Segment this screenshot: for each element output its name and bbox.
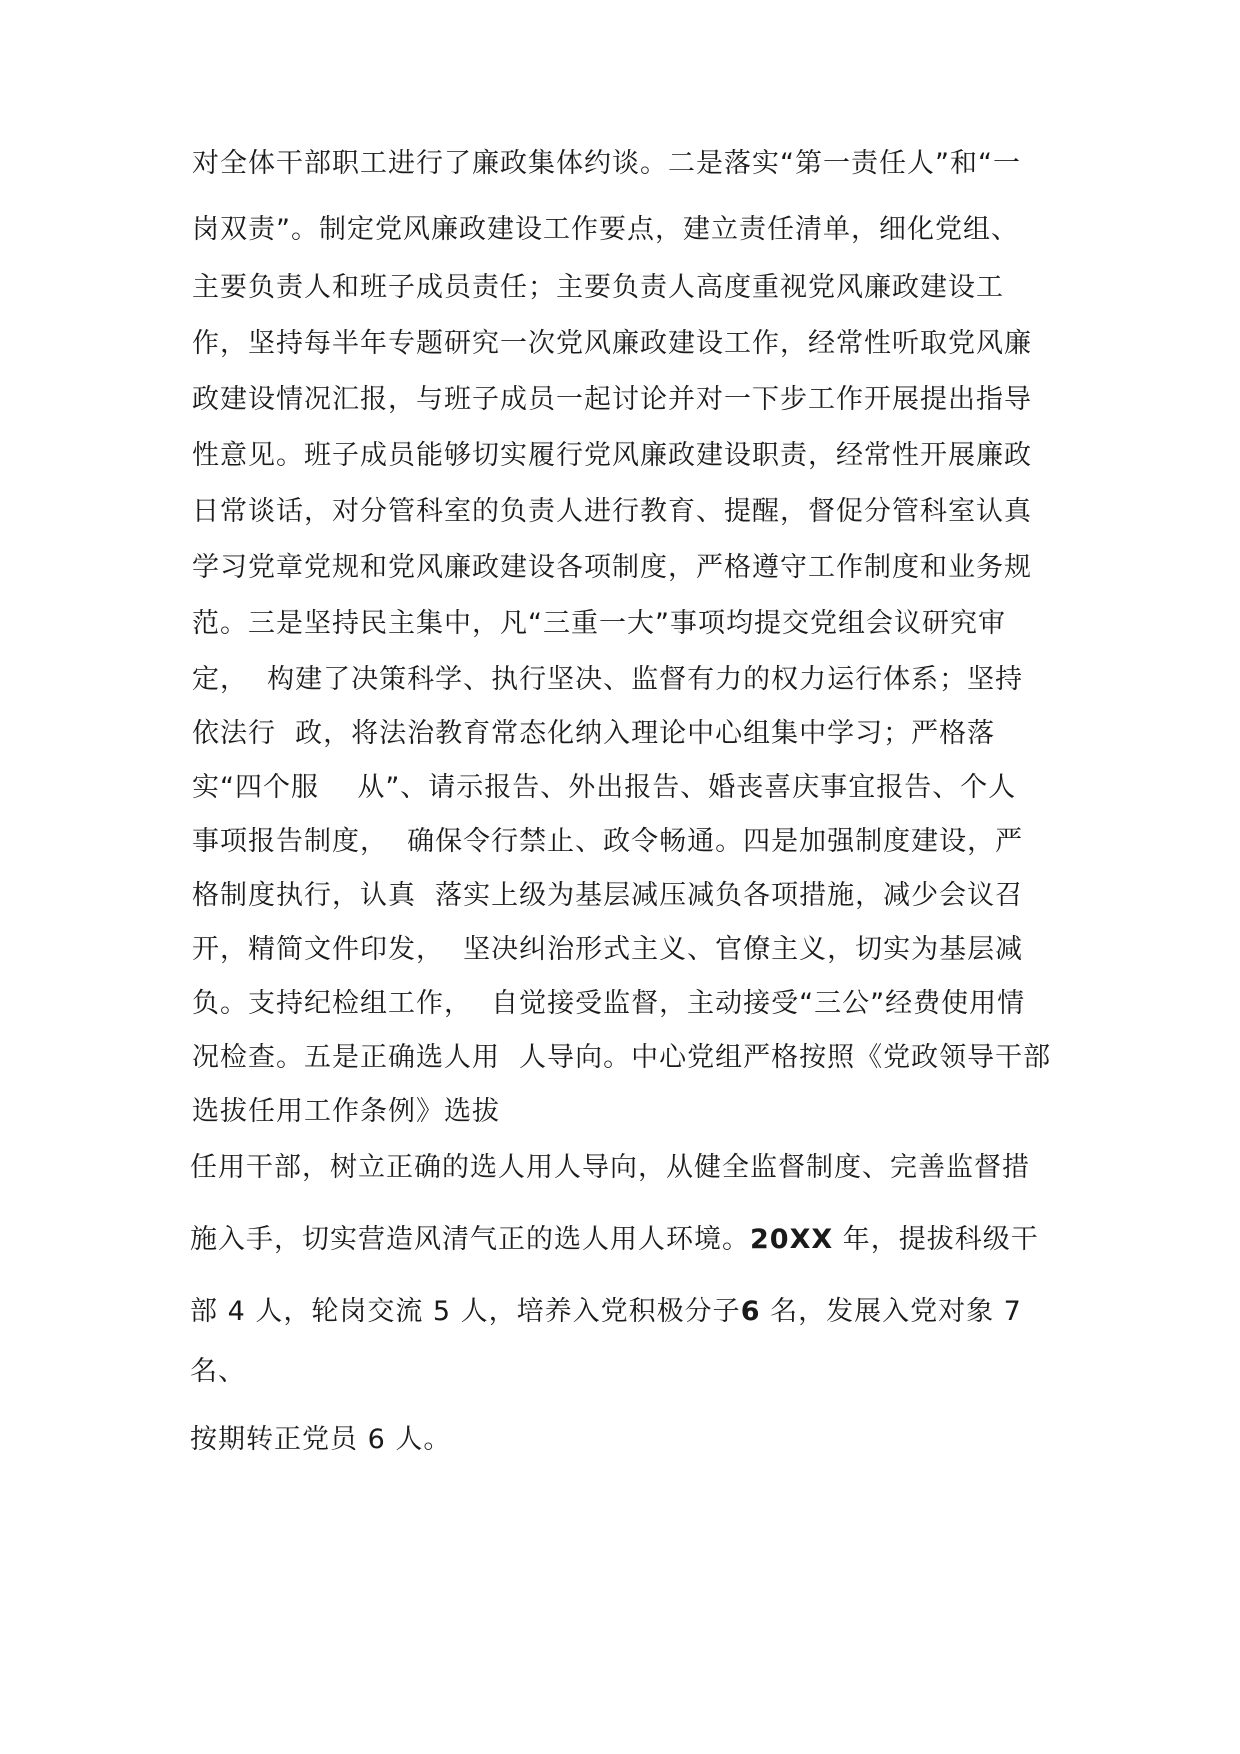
text-line: 性意见。班子成员能够切实履行党风廉政建设职责，经常性开展廉政 xyxy=(192,440,1032,471)
text-line: 日常谈话，对分管科室的负责人进行教育、提醒，督促分管科室认真 xyxy=(192,496,1032,527)
text-line: 选拔任用工作条例》选拔 xyxy=(192,1096,500,1127)
text-line: 学习党章党规和党风廉政建设各项制度，严格遵守工作制度和业务规 xyxy=(192,552,1032,583)
text-line: 开，精简文件印发， 坚决纠治形式主义、官僚主义，切实为基层减 xyxy=(192,934,1024,965)
text-line: 况检查。五是正确选人用 人导向。中心党组严格按照《党政领导干部 xyxy=(192,1042,1052,1073)
text-segment: 名，发展入党对象 7 xyxy=(760,1296,1022,1327)
text-line: 事项报告制度， 确保令行禁止、政令畅通。四是加强制度建设，严 xyxy=(192,826,1024,857)
text-line: 负。支持纪检组工作， 自觉接受监督，主动接受“三公”经费使用情 xyxy=(192,988,1026,1019)
text-line: 依法行 政，将法治教育常态化纳入理论中心组集中学习；严格落 xyxy=(192,718,996,749)
text-line: 名、 xyxy=(190,1356,246,1387)
text-segment: 年，提拔科级干 xyxy=(833,1224,1039,1255)
text-line: 对全体干部职工进行了廉政集体约谈。二是落实“第一责任人”和“一 xyxy=(192,148,1021,179)
text-line xyxy=(190,1296,1022,1328)
year-text: 20XX xyxy=(750,1224,834,1255)
text-line: 作，坚持每半年专题研究一次党风廉政建设工作，经常性听取党风廉 xyxy=(192,328,1032,359)
text-line: 主要负责人和班子成员责任；主要负责人高度重视党风廉政建设工 xyxy=(192,272,1004,303)
text-line: 任用干部，树立正确的选人用人导向，从健全监督制度、完善监督措 xyxy=(190,1152,1030,1183)
text-segment: 部 4 人，轮岗交流 5 人，培养入党积极分子 xyxy=(190,1296,741,1327)
text-line: 格制度执行，认真 落实上级为基层减压减负各项措施，减少会议召 xyxy=(192,880,1024,911)
text-line: 范。三是坚持民主集中，凡“三重一大”事项均提交党组会议研究审 xyxy=(192,608,1006,639)
text-line: 按期转正党员 6 人。 xyxy=(190,1424,452,1455)
text-line xyxy=(190,1224,1039,1256)
text-line: 岗双责”。制定党风廉政建设工作要点，建立责任清单，细化党组、 xyxy=(192,214,1019,245)
text-line: 定， 构建了决策科学、执行坚决、监督有力的权力运行体系；坚持 xyxy=(192,664,1024,695)
text-line: 政建设情况汇报，与班子成员一起讨论并对一下步工作开展提出指导 xyxy=(192,384,1032,415)
text-line: 实“四个服 从”、请示报告、外出报告、婚丧喜庆事宜报告、个人 xyxy=(192,772,1017,803)
count-text: 6 xyxy=(740,1296,761,1327)
text-segment: 施入手，切实营造风清气正的选人用人环境。 xyxy=(190,1224,750,1255)
